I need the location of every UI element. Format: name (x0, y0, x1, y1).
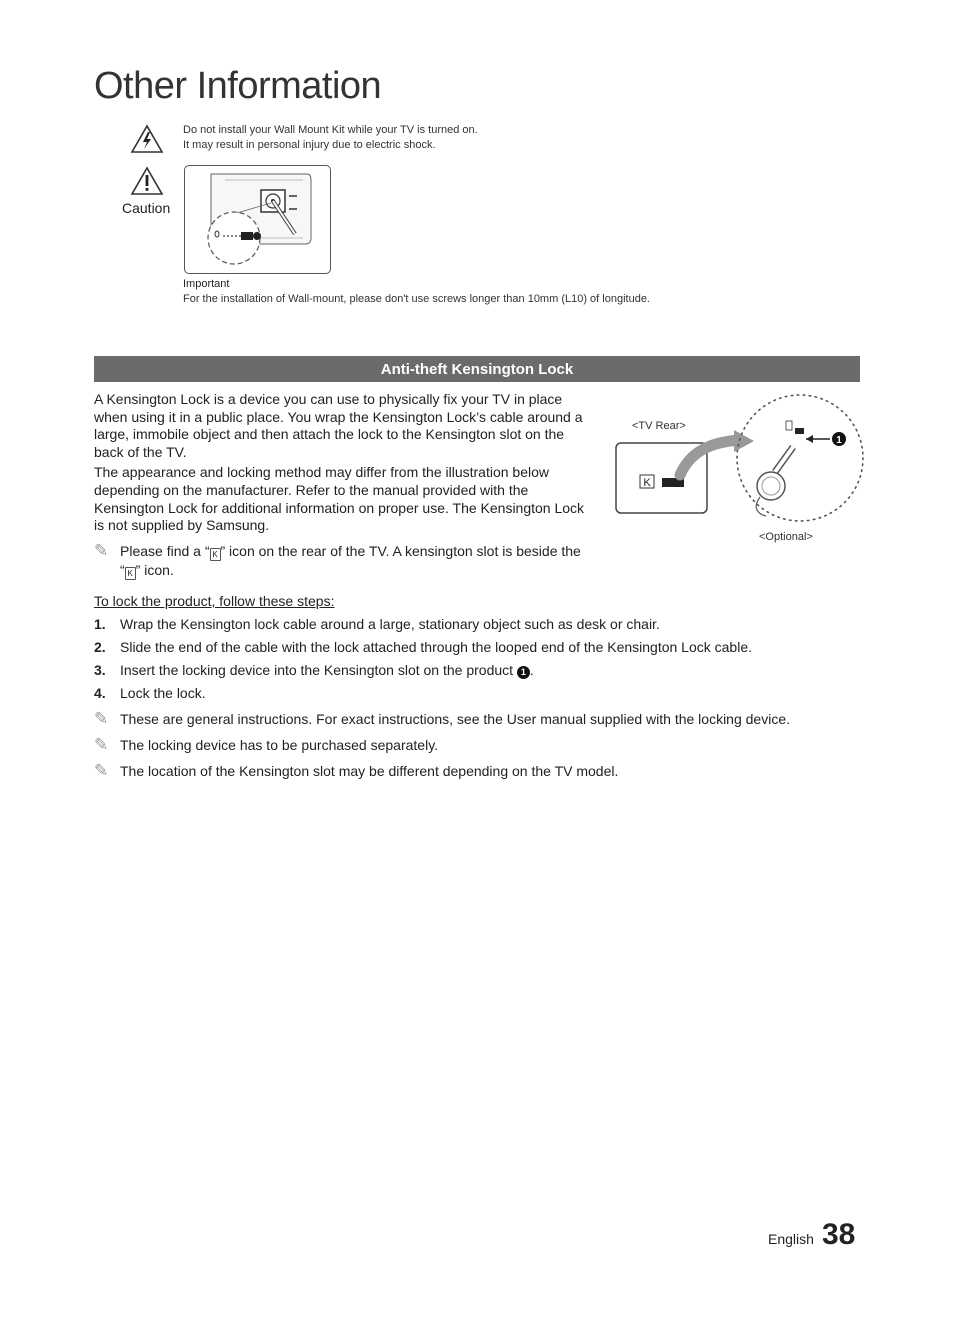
kensington-lock-illustration (610, 390, 865, 530)
step-item (94, 684, 860, 707)
callout-1-icon: 1 (517, 666, 530, 679)
step-number: 3. (94, 662, 106, 678)
note-item (94, 762, 860, 788)
note-pencil-icon: ✎ (94, 761, 109, 780)
note-text: The location of the Kensington slot may be different depending on the TV model. (120, 763, 619, 779)
notes-list (94, 710, 860, 788)
intro-paragraph: The appearance and locking method may differ from the illustration below depending on the manufacturer. Refer to the manual provided with the Kensington Lock for additional information on proper use. The Kensington Lock is not supplied by Samsung. (94, 464, 585, 534)
note-text: Please find a “ (120, 543, 210, 559)
kensington-k-icon: K (125, 567, 136, 580)
important-note (183, 277, 650, 307)
warning-line-1: Do not install your Wall Mount Kit while your TV is turned on. (183, 124, 478, 136)
step-text: Lock the lock. (120, 685, 206, 701)
step-number: 4. (94, 685, 106, 701)
important-text: For the installation of Wall-mount, please don't use screws longer than 10mm (L10) of longitude. (183, 293, 650, 305)
note-find-icon (94, 542, 594, 580)
note-text: ” icon. (135, 562, 174, 578)
caution-label: Caution (122, 200, 171, 216)
caution-icon (130, 166, 164, 201)
step-suffix: . (529, 662, 534, 678)
svg-text:K: K (643, 477, 651, 489)
section-header: Anti-theft Kensington Lock (94, 356, 860, 382)
note-text: These are general instructions. For exact instructions, see the User manual supplied with the locking device. (120, 711, 791, 727)
kensington-k-icon: K (210, 548, 221, 561)
important-heading: Important (183, 278, 230, 290)
steps-list (94, 615, 860, 707)
footer-language: English (768, 1231, 814, 1247)
step-item (94, 661, 860, 684)
optional-label: <Optional> (759, 531, 813, 543)
warning-line-2: It may result in personal injury due to electric shock. (183, 139, 436, 151)
svg-text:1: 1 (836, 435, 842, 446)
note-item (94, 710, 860, 736)
step-text: Insert the locking device into the Kensington slot on the product (120, 662, 514, 678)
section-intro (94, 391, 594, 538)
page-title: Other Information (94, 65, 382, 107)
step-text: Slide the end of the cable with the lock attached through the looped end of the Kensington Lock cable. (120, 639, 753, 655)
note-text: The locking device has to be purchased separately. (120, 737, 439, 753)
step-number: 2. (94, 639, 106, 655)
step-item (94, 615, 860, 638)
note-text: “ (120, 562, 125, 578)
step-number: 1. (94, 616, 106, 632)
page-number: 38 (822, 1218, 856, 1251)
electric-shock-warning-icon (130, 124, 164, 159)
intro-paragraph: A Kensington Lock is a device you can use to physically fix your TV in place when using it in a public place. You wrap the Kensington Lock’s cable around a large, immobile object and then attach the lock to the Kensington slot on the back of the TV. (94, 391, 583, 460)
step-item (94, 638, 860, 661)
tv-rear-label: <TV Rear> (632, 420, 686, 432)
note-pencil-icon: ✎ (94, 735, 109, 754)
note-pencil-icon: ✎ (94, 709, 109, 728)
warning-text (183, 123, 478, 153)
step-text: Wrap the Kensington lock cable around a large, stationary object such as desk or chair. (120, 616, 660, 632)
note-pencil-icon: ✎ (94, 541, 109, 560)
steps-heading: To lock the product, follow these steps: (94, 593, 335, 609)
note-text: ” icon on the rear of the TV. A kensington slot is beside the (220, 543, 581, 559)
wall-mount-illustration (184, 165, 331, 274)
note-item (94, 736, 860, 762)
